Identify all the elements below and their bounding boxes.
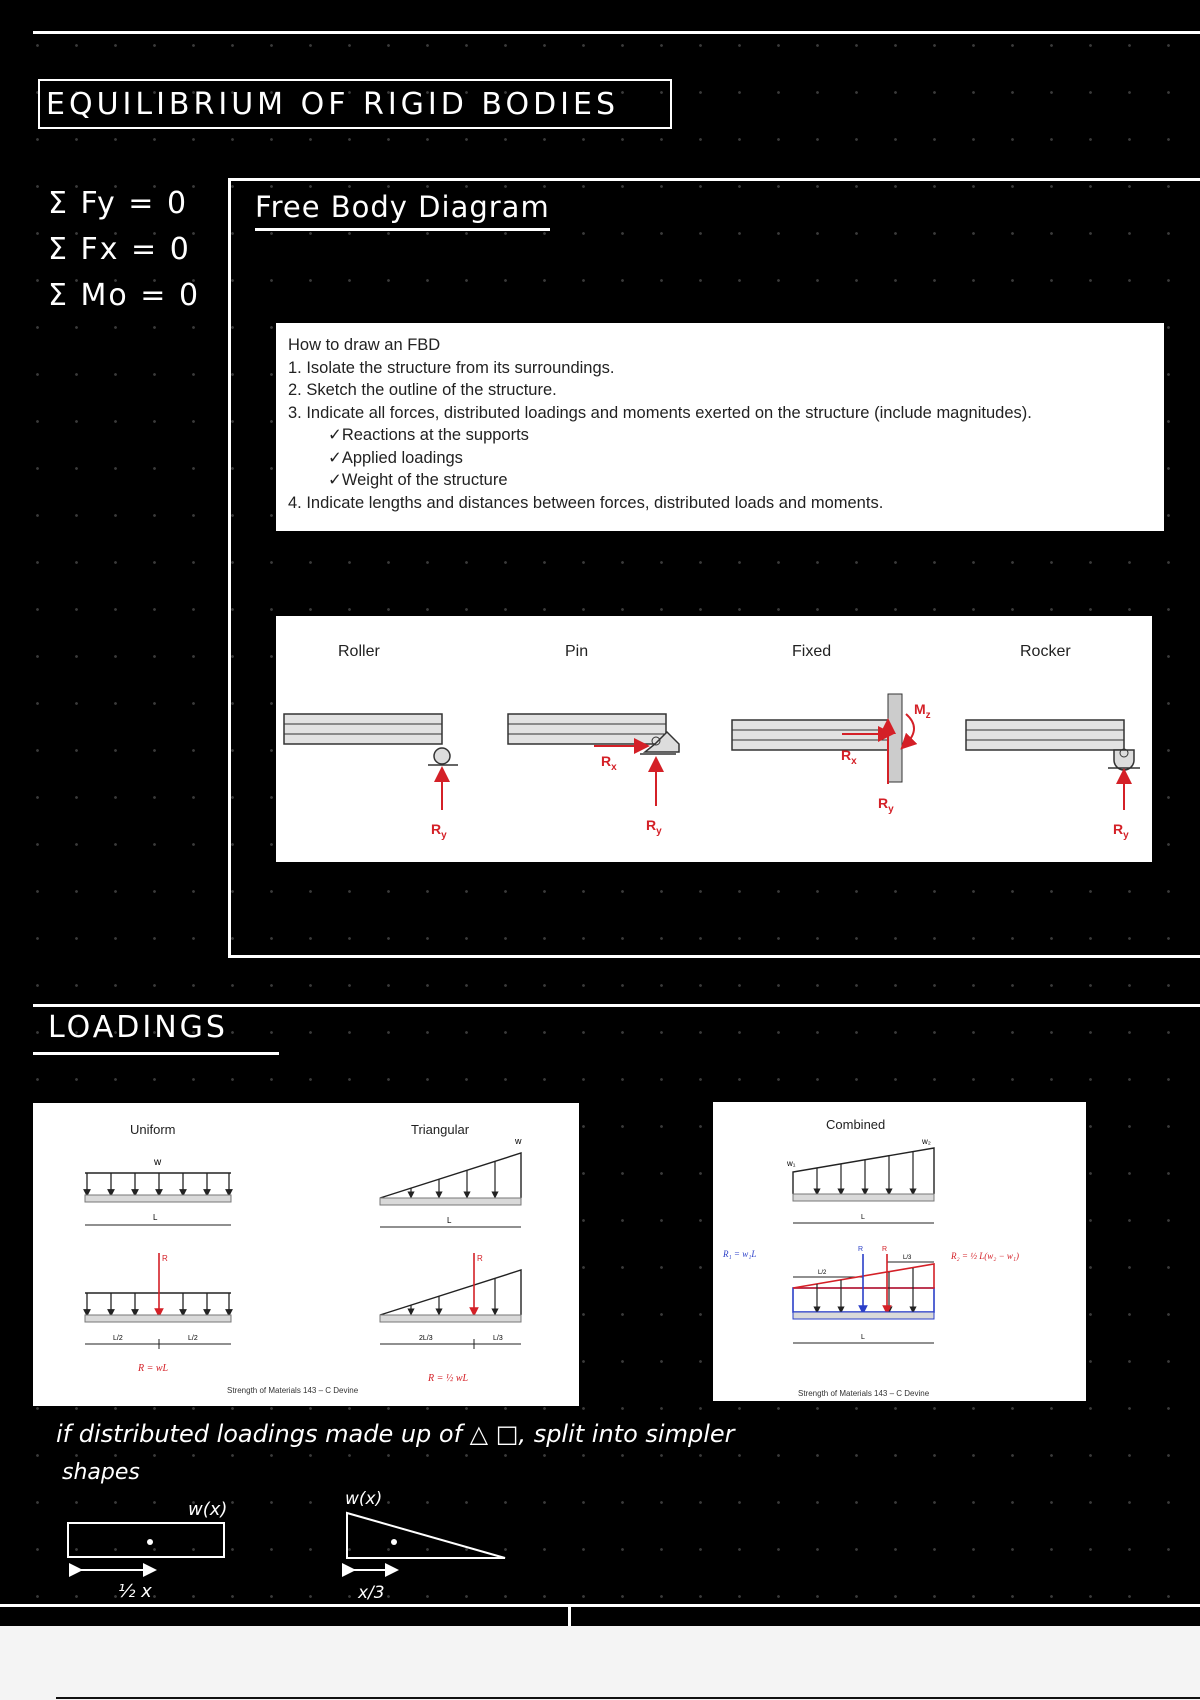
combined-beam-top — [793, 1194, 934, 1201]
pin-ry-label: $R_y$ — [646, 817, 662, 837]
tri-load-label: w(x) — [345, 1490, 383, 1509]
distributed-loading-note: if distributed loadings made up of △ □, split into simpler — [56, 1420, 735, 1448]
triangular-w-label: w — [515, 1136, 522, 1146]
uniform-beam-top — [85, 1195, 231, 1202]
fixed-ry-label: $R_y$ — [878, 795, 894, 815]
combined-r1-formula: R₁ = w₁L — [723, 1249, 757, 1259]
triangular-load-top — [380, 1153, 521, 1198]
next-page-rule — [56, 1697, 1200, 1699]
uniform-beam-bottom — [85, 1315, 231, 1322]
support-label-roller: Roller — [338, 643, 380, 660]
roller-ry-label: $R_y$ — [431, 821, 447, 841]
loadings-panel-uniform-triangular — [33, 1103, 579, 1406]
combined-half-label: L/2 — [818, 1270, 827, 1276]
triangular-l-label: L — [447, 1216, 452, 1225]
uniform-half-left: L/2 — [113, 1335, 123, 1342]
shape-sketches — [0, 1490, 600, 1620]
triangular-beam-bottom — [380, 1315, 521, 1322]
fbd-how-to-box — [276, 323, 1164, 531]
equation-sum-mo: Σ Mo = 0 — [48, 278, 201, 313]
fixed-moment-arrow — [906, 714, 914, 744]
fixed-wall — [888, 694, 902, 782]
combined-l-label-bottom: L — [861, 1334, 865, 1341]
how-to-title: How to draw an FBD — [288, 336, 441, 354]
uniform-half-right: L/2 — [188, 1335, 198, 1342]
combined-third-label: L/3 — [903, 1255, 912, 1261]
combined-title: Combined — [826, 1117, 886, 1132]
equation-sum-fy: Σ Fy = 0 — [48, 186, 189, 221]
combined-w1-label: w₁ — [787, 1159, 796, 1168]
tri-load-sketch — [347, 1513, 505, 1558]
how-to-step-4: 4. Indicate lengths and distances between forces, distributed loads and moments. — [288, 493, 884, 512]
next-page-strip — [0, 1626, 1200, 1700]
triangular-third: L/3 — [493, 1335, 503, 1342]
support-label-rocker: Rocker — [1020, 643, 1071, 660]
rect-centroid-dot — [147, 1539, 153, 1545]
how-to-step-1: 1. Isolate the structure from its surroundings. — [288, 358, 615, 377]
uniform-title: Uniform — [130, 1122, 176, 1137]
support-label-fixed: Fixed — [792, 643, 832, 660]
equation-sum-fx: Σ Fx = 0 — [48, 232, 191, 267]
page-title: EQUILIBRIUM OF RIGID BODIES — [46, 87, 620, 122]
combined-beam-bottom — [793, 1312, 934, 1319]
support-label-pin: Pin — [565, 643, 589, 660]
loadings-heading: LOADINGS — [48, 1010, 228, 1045]
triangular-title: Triangular — [411, 1122, 470, 1137]
triangular-formula: R = ½ wL — [428, 1373, 469, 1384]
rocker-support — [1114, 750, 1134, 770]
combined-r1-label: R — [858, 1246, 864, 1253]
rocker-ry-label: $R_y$ — [1113, 821, 1129, 841]
how-to-check-reactions: ✓Reactions at the supports — [328, 426, 529, 444]
pin-beam — [508, 714, 666, 744]
uniform-load-arrows — [87, 1173, 229, 1193]
loadings-rule — [33, 1004, 1200, 1007]
combined-r2-label: R — [882, 1246, 888, 1253]
how-to-check-weight: ✓Weight of the structure — [328, 471, 508, 489]
triangular-two-thirds: 2L/3 — [419, 1335, 433, 1342]
loadings-credit-b: Strength of Materials 143 – C Devine — [798, 1389, 930, 1398]
how-to-step-2: 2. Sketch the outline of the structure. — [288, 381, 557, 399]
tri-centroid-dot — [391, 1539, 397, 1545]
rect-centroid-dim: ½ x — [118, 1581, 152, 1602]
how-to-step-3: 3. Indicate all forces, distributed loadings and moments exerted on the structure (include magnitudes). — [288, 403, 1032, 422]
combined-l-label: L — [861, 1214, 865, 1221]
loadings-underline — [33, 1052, 279, 1055]
supports-diagram — [276, 616, 1152, 862]
top-rule — [33, 31, 1200, 34]
loadings-diagram-a — [33, 1103, 579, 1406]
rocker-beam — [966, 720, 1124, 750]
combined-w2-label: w₂ — [922, 1137, 931, 1146]
how-to-check-loadings: ✓Applied loadings — [328, 448, 463, 467]
rect-load-label: w(x) — [188, 1499, 228, 1520]
loadings-diagram-b — [713, 1102, 1086, 1401]
roller-beam — [284, 714, 442, 744]
uniform-l-label: L — [153, 1213, 158, 1222]
uniform-w-label: w — [154, 1157, 162, 1168]
uniform-r-label: R — [162, 1254, 168, 1263]
bottom-rule — [0, 1604, 1200, 1607]
fixed-mz-label: $M_z$ — [914, 701, 931, 721]
tri-centroid-dim: x/3 — [358, 1583, 385, 1603]
uniform-formula: R = wL — [138, 1363, 169, 1374]
loadings-panel-combined — [713, 1102, 1086, 1401]
fbd-heading: Free Body Diagram — [255, 190, 550, 231]
loadings-credit-a: Strength of Materials 143 – C Devine — [227, 1386, 359, 1395]
triangular-r-label: R — [477, 1254, 483, 1263]
supports-panel — [276, 616, 1152, 862]
distributed-loading-note-2: shapes — [62, 1460, 140, 1485]
fixed-rx-label: $R_x$ — [841, 747, 857, 767]
roller-wheel — [434, 748, 450, 764]
page-title-box — [38, 79, 672, 129]
bottom-tick — [568, 1604, 571, 1626]
pin-rx-label: $R_x$ — [601, 753, 617, 773]
rect-load-sketch — [68, 1523, 224, 1557]
combined-r2-formula: R₂ = ½ L(w₂ − w₁) — [951, 1251, 1020, 1261]
triangular-beam-top — [380, 1198, 521, 1205]
